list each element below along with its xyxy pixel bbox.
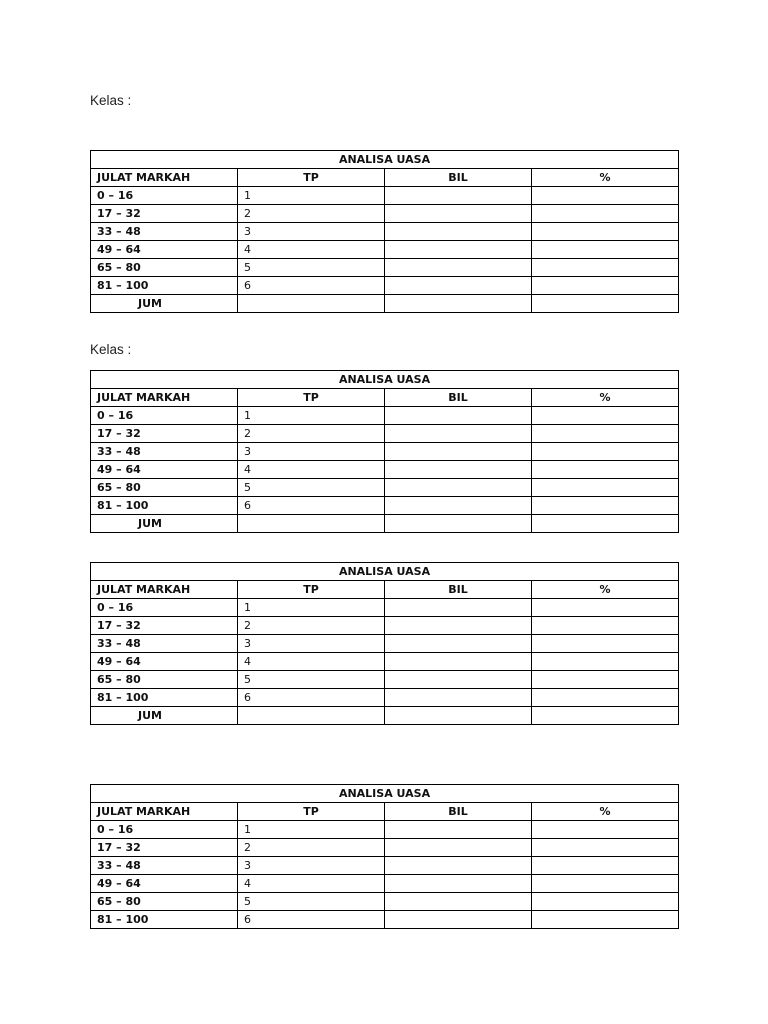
tp-cell: 2	[238, 617, 385, 635]
table-title: ANALISA UASA	[91, 785, 679, 803]
table-row	[91, 425, 679, 443]
bil-cell[interactable]	[385, 277, 532, 295]
bil-cell[interactable]	[385, 497, 532, 515]
bil-cell[interactable]	[385, 857, 532, 875]
julat-markah-cell: 0 – 16	[91, 599, 238, 617]
tp-cell: 2	[238, 205, 385, 223]
table-header-row	[91, 389, 679, 407]
percent-cell[interactable]	[532, 821, 679, 839]
bil-cell[interactable]	[385, 893, 532, 911]
column-header: %	[532, 389, 679, 407]
bil-cell[interactable]	[385, 635, 532, 653]
tp-cell: 5	[238, 893, 385, 911]
julat-markah-cell: 33 – 48	[91, 223, 238, 241]
table-row	[91, 653, 679, 671]
julat-markah-cell: 0 – 16	[91, 407, 238, 425]
column-header: BIL	[385, 169, 532, 187]
column-header: JULAT MARKAH	[91, 803, 238, 821]
julat-markah-cell: 65 – 80	[91, 479, 238, 497]
tp-cell: 3	[238, 443, 385, 461]
julat-markah-cell: 17 – 32	[91, 839, 238, 857]
table-row	[91, 875, 679, 893]
table-header-row	[91, 581, 679, 599]
julat-markah-cell: 49 – 64	[91, 241, 238, 259]
kelas-label-2: Kelas :	[90, 342, 132, 357]
analisa-uasa-table	[90, 784, 679, 929]
table-row	[91, 911, 679, 929]
table-total-row	[91, 295, 679, 313]
percent-cell[interactable]	[532, 857, 679, 875]
bil-cell[interactable]	[385, 617, 532, 635]
bil-cell[interactable]	[385, 443, 532, 461]
percent-cell[interactable]	[532, 223, 679, 241]
table-row	[91, 839, 679, 857]
table-total-row	[91, 515, 679, 533]
table-title-row	[91, 151, 679, 169]
percent-cell[interactable]	[532, 617, 679, 635]
bil-cell[interactable]	[385, 259, 532, 277]
tp-cell: 5	[238, 671, 385, 689]
percent-cell[interactable]	[532, 205, 679, 223]
percent-total-cell[interactable]	[532, 295, 679, 313]
tp-cell: 3	[238, 857, 385, 875]
julat-markah-cell: 17 – 32	[91, 617, 238, 635]
tp-total-cell[interactable]	[238, 295, 385, 313]
bil-total-cell[interactable]	[385, 707, 532, 725]
bil-total-cell[interactable]	[385, 515, 532, 533]
percent-cell[interactable]	[532, 635, 679, 653]
table-row	[91, 617, 679, 635]
julat-markah-cell: 49 – 64	[91, 875, 238, 893]
julat-markah-cell: 81 – 100	[91, 911, 238, 929]
bil-cell[interactable]	[385, 205, 532, 223]
analisa-uasa-table	[90, 562, 679, 725]
kelas-label-1: Kelas :	[90, 93, 132, 108]
percent-cell[interactable]	[532, 893, 679, 911]
table-title: ANALISA UASA	[91, 371, 679, 389]
table-total-row	[91, 707, 679, 725]
julat-markah-cell: 0 – 16	[91, 187, 238, 205]
bil-cell[interactable]	[385, 187, 532, 205]
tp-cell: 4	[238, 241, 385, 259]
tp-cell: 2	[238, 839, 385, 857]
table-row	[91, 635, 679, 653]
tp-cell: 4	[238, 653, 385, 671]
julat-markah-cell: 81 – 100	[91, 497, 238, 515]
table-row	[91, 857, 679, 875]
percent-cell[interactable]	[532, 187, 679, 205]
percent-cell[interactable]	[532, 497, 679, 515]
column-header: TP	[238, 389, 385, 407]
tp-cell: 2	[238, 425, 385, 443]
column-header: TP	[238, 169, 385, 187]
julat-markah-cell: 81 – 100	[91, 689, 238, 707]
bil-cell[interactable]	[385, 241, 532, 259]
julat-markah-cell: 81 – 100	[91, 277, 238, 295]
tp-cell: 4	[238, 875, 385, 893]
bil-cell[interactable]	[385, 821, 532, 839]
julat-markah-cell: 49 – 64	[91, 461, 238, 479]
tp-cell: 6	[238, 277, 385, 295]
bil-total-cell[interactable]	[385, 295, 532, 313]
tp-cell: 1	[238, 407, 385, 425]
percent-cell[interactable]	[532, 443, 679, 461]
tp-cell: 5	[238, 259, 385, 277]
percent-cell[interactable]	[532, 875, 679, 893]
column-header: BIL	[385, 389, 532, 407]
bil-cell[interactable]	[385, 653, 532, 671]
tp-cell: 6	[238, 689, 385, 707]
column-header: BIL	[385, 803, 532, 821]
table-row	[91, 277, 679, 295]
table-header-row	[91, 803, 679, 821]
table-row	[91, 671, 679, 689]
jum-label: JUM	[91, 515, 238, 533]
percent-total-cell[interactable]	[532, 515, 679, 533]
percent-cell[interactable]	[532, 407, 679, 425]
tp-total-cell[interactable]	[238, 707, 385, 725]
table-row	[91, 259, 679, 277]
table-row	[91, 479, 679, 497]
table-row	[91, 407, 679, 425]
bil-cell[interactable]	[385, 875, 532, 893]
percent-cell[interactable]	[532, 241, 679, 259]
table-row	[91, 461, 679, 479]
table-row	[91, 187, 679, 205]
column-header: TP	[238, 581, 385, 599]
julat-markah-cell: 65 – 80	[91, 671, 238, 689]
percent-cell[interactable]	[532, 689, 679, 707]
percent-cell[interactable]	[532, 653, 679, 671]
percent-cell[interactable]	[532, 839, 679, 857]
table-row	[91, 689, 679, 707]
percent-cell[interactable]	[532, 425, 679, 443]
column-header: JULAT MARKAH	[91, 169, 238, 187]
column-header: JULAT MARKAH	[91, 581, 238, 599]
percent-cell[interactable]	[532, 911, 679, 929]
table-row	[91, 205, 679, 223]
julat-markah-cell: 33 – 48	[91, 635, 238, 653]
analisa-uasa-table	[90, 150, 679, 313]
table-title-row	[91, 785, 679, 803]
bil-cell[interactable]	[385, 479, 532, 497]
bil-cell[interactable]	[385, 599, 532, 617]
column-header: JULAT MARKAH	[91, 389, 238, 407]
bil-cell[interactable]	[385, 671, 532, 689]
table-row	[91, 223, 679, 241]
table-row	[91, 241, 679, 259]
jum-label: JUM	[91, 707, 238, 725]
percent-cell[interactable]	[532, 277, 679, 295]
percent-cell[interactable]	[532, 671, 679, 689]
table-row	[91, 599, 679, 617]
column-header: BIL	[385, 581, 532, 599]
julat-markah-cell: 33 – 48	[91, 443, 238, 461]
analisa-uasa-table	[90, 370, 679, 533]
percent-cell[interactable]	[532, 259, 679, 277]
tp-cell: 1	[238, 599, 385, 617]
tp-cell: 1	[238, 187, 385, 205]
table-row	[91, 893, 679, 911]
tp-total-cell[interactable]	[238, 515, 385, 533]
table-title-row	[91, 371, 679, 389]
table-title: ANALISA UASA	[91, 151, 679, 169]
tp-cell: 6	[238, 911, 385, 929]
julat-markah-cell: 33 – 48	[91, 857, 238, 875]
julat-markah-cell: 17 – 32	[91, 205, 238, 223]
jum-label: JUM	[91, 295, 238, 313]
column-header: %	[532, 803, 679, 821]
table-header-row	[91, 169, 679, 187]
column-header: TP	[238, 803, 385, 821]
percent-cell[interactable]	[532, 461, 679, 479]
julat-markah-cell: 65 – 80	[91, 893, 238, 911]
tp-cell: 4	[238, 461, 385, 479]
bil-cell[interactable]	[385, 839, 532, 857]
tp-cell: 5	[238, 479, 385, 497]
julat-markah-cell: 49 – 64	[91, 653, 238, 671]
tp-cell: 3	[238, 223, 385, 241]
bil-cell[interactable]	[385, 689, 532, 707]
table-row	[91, 497, 679, 515]
tp-cell: 3	[238, 635, 385, 653]
table-title: ANALISA UASA	[91, 563, 679, 581]
column-header: %	[532, 581, 679, 599]
bil-cell[interactable]	[385, 461, 532, 479]
bil-cell[interactable]	[385, 407, 532, 425]
bil-cell[interactable]	[385, 223, 532, 241]
bil-cell[interactable]	[385, 425, 532, 443]
percent-cell[interactable]	[532, 479, 679, 497]
tp-cell: 1	[238, 821, 385, 839]
bil-cell[interactable]	[385, 911, 532, 929]
percent-total-cell[interactable]	[532, 707, 679, 725]
tp-cell: 6	[238, 497, 385, 515]
table-row	[91, 821, 679, 839]
percent-cell[interactable]	[532, 599, 679, 617]
table-row	[91, 443, 679, 461]
table-title-row	[91, 563, 679, 581]
column-header: %	[532, 169, 679, 187]
julat-markah-cell: 17 – 32	[91, 425, 238, 443]
julat-markah-cell: 65 – 80	[91, 259, 238, 277]
julat-markah-cell: 0 – 16	[91, 821, 238, 839]
